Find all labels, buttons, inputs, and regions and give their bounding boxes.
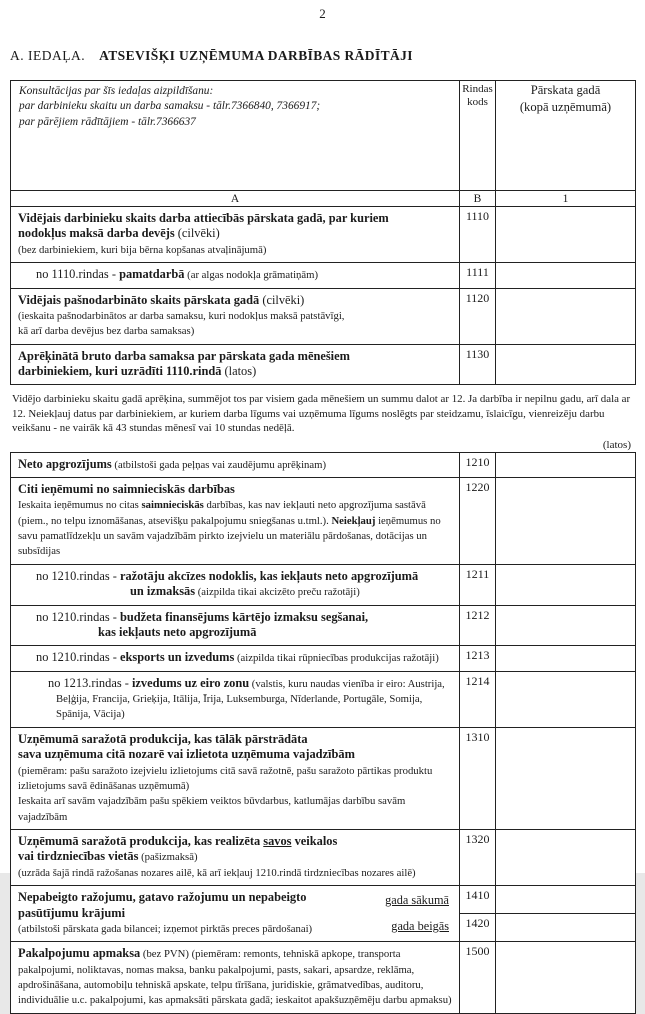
row-code: 1130 [460,344,496,385]
row-code: 1111 [460,263,496,288]
row-description [11,344,460,385]
text-line [18,793,452,824]
period-label: gada sākumā [385,893,449,908]
row-description [11,727,460,829]
text-segment: nodokļus maksā darba devējs [18,226,175,241]
row-description [11,452,460,477]
value-cell [496,564,636,605]
row-code: 1500 [460,942,496,1014]
row-description [11,263,460,288]
top-table-body [11,207,636,385]
value-cell [496,263,636,288]
text-segment: Aprēķinātā bruto darba samaksa par pārskata gada mēnešiem [18,348,350,363]
row-description [11,477,460,564]
text-segment: no 1213.rindas - [48,675,132,690]
text-line [18,323,452,338]
consultation-line: par pārējiem rādītājiem - tālr.7366637 [19,115,196,128]
latos-unit-label: (latos) [602,438,631,451]
text-segment: ražotāju akcīzes nodoklis, kas iekļauts neto apgrozījumā [119,568,419,583]
text-line [18,865,452,880]
period-label: gada beigās [391,919,449,934]
table-header-row [11,81,636,191]
text-line [18,482,452,497]
text-line [18,849,452,864]
text-segment: (bez PVN) (piemēram: remonts, tehniskā apkope, transporta pakalpojumi, noliktavas, nomas maksa, banku pakalpojumi, pasts, sakari, apsardze, reklāma, apdrošināšana, automobiļu tehniskā apskate, telpu tīrīšana, juridiskie, grāmatvedības, auditoru, individuālie u.c. pakalpojumi, kas apmaksāti pārskata gadā; ieskaitot apakšuzņēmēju darbu apmaksu) [18,948,452,1007]
text-line [18,691,452,722]
text-line [18,650,452,665]
text-segment: Neto apgrozījums [18,456,112,471]
text-segment: (cilvēki) [259,292,305,307]
row-code: 1211 [460,564,496,605]
code-column-header: Rindas kods [460,81,496,191]
text-line [18,497,452,559]
table-row [11,288,636,344]
table-row [11,263,636,288]
table-row [11,207,636,263]
top-table [10,80,636,385]
text-line [18,226,452,241]
value-cell [496,452,636,477]
row-code: 1220 [460,477,496,564]
value-cell [496,344,636,385]
text-line [18,610,452,625]
column-letter-1: 1 [496,191,636,207]
row-description [11,288,460,344]
value-cell [496,646,636,671]
table-row [11,942,636,1014]
text-line [18,921,452,936]
section-label: A. IEDAĻA. [10,48,86,63]
text-segment: kas iekļauts neto apgrozījumā [98,624,257,639]
table-row [11,477,636,564]
text-segment: darbiniekiem, kuri uzrādīti 1110.rindā [18,364,222,378]
text-segment: (latos) [221,364,257,378]
text-line [18,625,452,640]
text-line [18,364,452,379]
value-header-line: Pārskata gadā [530,83,601,97]
text-line [18,747,452,762]
text-segment: budžeta finansējums kārtējo izmaksu segšanai, [119,609,369,624]
text-segment: saimnieciskās [141,499,204,512]
text-segment: (atbilstoši gada peļņas vai zaudējumu aprēķinam) [111,458,327,471]
consultation-cell [11,81,460,191]
row-description [11,605,460,646]
text-line [18,732,452,747]
text-segment: (ar algas nodokļa grāmatiņām) [184,269,319,282]
text-segment: ieņēmumus no savu pamatlīdzekļu un savām vajadzībām pirkto izejvielu un materiālu pārdošanas, dotācijas un subsīdijas [18,514,441,558]
text-segment: (aizpilda tikai rūpniecības produkcijas ražotāji) [234,652,439,665]
text-segment: savos [263,834,292,849]
row-description [11,646,460,671]
text-line [18,349,452,364]
text-segment: (piemēram: pašu saražoto izejvielu izlietojums citā savā ražotnē, pašu saražoto pārtikas produktu izlietojums savā ēdināšanas uzņēmumā) [18,764,433,792]
page-number: 2 [319,6,326,21]
table-row [11,671,636,727]
text-segment: (valstis, kuru naudas vienība ir eiro: Austrija, [249,677,445,690]
table-row [11,646,636,671]
value-cell [496,942,636,1014]
section-heading [10,48,645,64]
text-segment: pasūtījumu krājumi [18,905,126,920]
text-segment: (pašizmaksā) [138,851,198,864]
value-cell [496,288,636,344]
text-segment: Citi ieņēmumi no saimnieciskās darbības [18,481,235,496]
table-row [11,564,636,605]
text-line [18,676,452,691]
consultation-line: Konsultācijas par šīs iedaļas aizpildīšanu: [19,85,214,97]
text-line [18,584,452,599]
table-row [11,344,636,385]
row-description [11,564,460,605]
calculation-note: Vidējo darbinieku skaitu gadā aprēķina, summējot tos par visiem gada mēnešiem un summu dalot ar 12. Ja darbība ir nepilnu gadu, arī dala ar 12. Neiekļauj datus par darbiniekiem, ar kuriem darba līgums vai uzņēmuma līgums noslēgts par steidzamu, īslaicīgu, vienreizēju darbu veikšanu - ne vairāk kā 43 stundas mēnesī vai 10 stundas nedēļā. [12,393,631,435]
value-cell [496,830,636,886]
text-line [18,293,452,308]
row-code: 1110 [460,207,496,263]
text-segment: Pakalpojumu apmaksa [18,946,141,961]
table-row [11,605,636,646]
text-line [18,457,452,472]
text-segment: no 1210.rindas - [36,568,120,583]
value-cell [496,207,636,263]
text-segment: (atbilstoši pārskata gada bilancei; izņemot pirktās preces pārdošanai) [18,922,313,935]
text-segment: (aizpilda tikai akcizēto preču ražotāji) [195,586,360,599]
text-segment: kā arī darba devējus bez darba samaksas) [18,325,195,338]
row-code: 1213 [460,646,496,671]
text-segment: eksports un izvedums [119,650,235,665]
text-segment: Neiekļauj [331,514,376,527]
text-segment: no 1110.rindas - [36,267,120,282]
text-segment: (uzrāda šajā rindā ražošanas nozares ailē, kā arī iekļauj 1210.rindā tirdzniecības nozares ailē) [18,866,416,879]
row-code: 1214 [460,671,496,727]
value-cell [496,886,636,914]
text-segment: (ieskaita pašnodarbinātos ar darba samaksu, kuri nodokļus maksā patstāvīgi, [18,309,345,322]
section-title: ATSEVIŠĶI UZŅĒMUMA DARBĪBAS RĀDĪTĀJI [99,48,413,63]
text-segment: no 1210.rindas - [36,609,120,624]
text-line [18,211,452,226]
column-letter-a: A [11,191,460,207]
text-segment: Uzņēmumā saražotā produkcija, kas tālāk pārstrādāta [18,731,308,746]
row-description [11,830,460,886]
table-row [11,830,636,886]
value-cell [496,477,636,564]
bottom-table-body [11,452,636,1013]
text-segment: darbības, kas nav iekļauti neto apgrozījuma sastāvā (piem., no telpu iznomāšanas, atsevišķu pakalpojumu sniegšanas u.tml.). [18,499,426,527]
text-segment: (cilvēki) [174,226,220,241]
text-line [18,308,452,323]
bottom-table [10,452,636,1014]
row-code: 1420 [460,914,496,942]
text-line [18,267,452,282]
text-segment: vai tirdzniecības vietās [18,849,139,864]
text-segment: Ieskaita arī savām vajadzībām pašu spēkiem veiktos būvdarbus, katlumājas darbību savām vajadzībām [18,795,406,823]
table-row [11,727,636,829]
value-cell [496,914,636,942]
text-segment: (bez darbiniekiem, kuri bija bērna kopšanas atvaļinājumā) [18,243,267,256]
row-description [11,886,460,942]
column-letter-b: B [460,191,496,207]
consultation-line: par darbinieku skaitu un darba samaksu - tālr.7366840, 7366917; [19,100,321,113]
row-code: 1120 [460,288,496,344]
row-code: 1212 [460,605,496,646]
text-segment: sava uzņēmuma citā nozarē vai izlietota uzņēmuma vajadzībām [18,747,355,762]
row-description [11,207,460,263]
text-segment: Vidējais darbinieku skaits darba attiecībās pārskata gadā, par kuriem [18,211,389,225]
text-line [18,834,452,849]
row-code: 1210 [460,452,496,477]
text-segment: pamatdarbā [119,267,185,282]
value-cell [496,671,636,727]
value-column-header [496,81,636,191]
text-segment: Ieskaita ieņēmumus no citas [18,499,142,512]
row-code: 1310 [460,727,496,829]
text-line [18,763,452,794]
value-header-line: (kopā uzņēmumā) [519,100,612,114]
text-segment: no 1210.rindas - [36,650,120,665]
table-row [11,452,636,477]
text-segment: izvedums uz eiro zonu [131,675,250,690]
text-segment: Vidējais pašnodarbināto skaits pārskata gadā [18,292,260,307]
row-description [11,671,460,727]
text-segment: veikalos [291,834,338,849]
text-segment: Uzņēmumā saražotā produkcija, kas realizēta [18,834,264,849]
value-cell [496,727,636,829]
text-line [18,242,452,257]
column-letters-row [11,191,636,207]
text-segment: Nepabeigto ražojumu, gatavo ražojumu un nepabeigto [18,890,307,905]
row-description [11,942,460,1014]
text-segment: un izmaksās [130,584,196,599]
text-line [18,569,452,584]
row-code: 1320 [460,830,496,886]
text-segment: Beļģija, Francija, Grieķija, Itālija, Īrija, Luksemburga, Nīderlande, Portugāle, Somija, Spānija, Vācija) [56,693,423,721]
table-row [11,886,636,914]
value-cell [496,605,636,646]
row-code: 1410 [460,886,496,914]
text-line [18,946,452,1008]
